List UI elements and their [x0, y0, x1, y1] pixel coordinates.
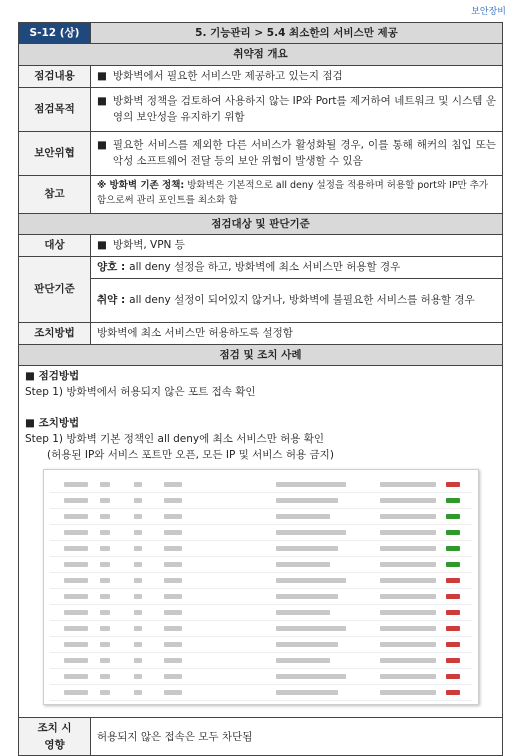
label-target: 대상	[19, 234, 91, 256]
policy-rule-cell	[64, 610, 88, 615]
policy-rule-cell	[134, 546, 142, 551]
allow-action-mark	[446, 562, 460, 567]
section-check-and-fix-examples: 점검 및 조치 사례	[19, 344, 503, 365]
deny-action-mark	[446, 482, 460, 487]
value-criteria-good	[91, 256, 503, 278]
firewall-policy-screenshot	[43, 469, 479, 705]
policy-rule-cell	[276, 482, 346, 487]
impact-label-line-2: 영향	[44, 738, 65, 751]
fix-step-1-note: (허용된 IP와 서비스 포트만 오픈, 모든 IP 및 서비스 허용 금지)	[47, 449, 334, 462]
label-security-threat: 보안위협	[19, 131, 91, 175]
policy-rule-cell	[380, 482, 436, 487]
policy-rule-cell	[380, 690, 436, 695]
policy-rule-cell	[164, 530, 182, 535]
policy-rule-cell	[64, 578, 88, 583]
label-criteria: 판단기준	[19, 256, 91, 322]
policy-rule-row	[50, 654, 472, 669]
good-text: all deny 설정을 하고, 방화벽에 최소 서비스만 허용할 경우	[129, 261, 401, 274]
value-check-purpose	[91, 87, 503, 131]
value-security-threat	[91, 131, 503, 175]
deny-action-mark	[446, 674, 460, 679]
policy-rule-cell	[134, 482, 142, 487]
policy-rule-cell	[134, 514, 142, 519]
target-text: 방화벽, VPN 등	[112, 239, 185, 252]
policy-rule-cell	[100, 578, 110, 583]
policy-rule-cell	[276, 498, 338, 503]
policy-rule-cell	[64, 482, 88, 487]
policy-rule-cell	[276, 674, 346, 679]
policy-rule-cell	[100, 610, 110, 615]
policy-rule-cell	[276, 594, 338, 599]
policy-rule-cell	[64, 674, 88, 679]
value-target	[91, 234, 503, 256]
policy-rule-cell	[380, 578, 436, 583]
policy-rule-cell	[276, 626, 346, 631]
inspection-sheet	[18, 22, 503, 756]
policy-rule-cell	[380, 610, 436, 615]
policy-rule-cell	[380, 642, 436, 647]
policy-rule-cell	[134, 610, 142, 615]
value-reference	[91, 175, 503, 213]
policy-rule-cell	[64, 690, 88, 695]
security-threat-text: 필요한 서비스를 제외한 다른 서비스가 활성화될 경우, 이를 통해 해커의 침입 또는 악성 소프트웨어 전달 등의 보안 위협이 발생할 수 있음	[112, 138, 496, 168]
policy-rule-cell	[134, 562, 142, 567]
policy-rule-cell	[380, 546, 436, 551]
deny-action-mark	[446, 610, 460, 615]
policy-rule-cell	[164, 594, 182, 599]
policy-rule-cell	[276, 690, 338, 695]
policy-rule-cell	[276, 546, 338, 551]
policy-rule-cell	[100, 530, 110, 535]
policy-rule-cell	[380, 626, 436, 631]
deny-action-mark	[446, 578, 460, 583]
policy-rule-row	[50, 590, 472, 605]
policy-rule-cell	[134, 658, 142, 663]
deny-action-mark	[446, 594, 460, 599]
bullet-icon: ■	[97, 138, 107, 151]
policy-rule-cell	[276, 530, 346, 535]
value-action: 방화벽에 최소 서비스만 허용하도록 설정함	[91, 322, 503, 344]
check-purpose-text: 방화벽 정책을 검토하여 사용하지 않는 IP와 Port를 제거하여 네트워크 및 시스템 운영의 보안성을 유지하기 위함	[112, 94, 496, 124]
check-step-1: Step 1) 방화벽에서 허용되지 않은 포트 접속 확인	[25, 386, 256, 399]
policy-rule-cell	[100, 562, 110, 567]
policy-rule-cell	[134, 594, 142, 599]
policy-rule-cell	[164, 674, 182, 679]
policy-rule-cell	[100, 642, 110, 647]
policy-rule-row	[50, 510, 472, 525]
policy-rule-cell	[164, 578, 182, 583]
check-method-heading: ■ 점검방법	[25, 370, 80, 383]
policy-rule-cell	[100, 594, 110, 599]
policy-rule-cell	[164, 514, 182, 519]
policy-rule-cell	[64, 658, 88, 663]
policy-rule-cell	[134, 498, 142, 503]
policy-rule-cell	[380, 530, 436, 535]
policy-rule-cell	[100, 658, 110, 663]
policy-rule-cell	[276, 658, 330, 663]
policy-rule-cell	[380, 674, 436, 679]
policy-rule-row	[50, 606, 472, 621]
policy-rule-cell	[164, 690, 182, 695]
label-check-purpose: 점검목적	[19, 87, 91, 131]
section-vulnerability-overview: 취약점 개요	[19, 44, 503, 65]
page-tag: 보안장비	[471, 7, 506, 17]
policy-rule-row	[50, 638, 472, 653]
policy-rule-cell	[164, 498, 182, 503]
policy-rule-cell	[64, 626, 88, 631]
good-label: 양호 :	[97, 261, 126, 274]
policy-rule-row	[50, 670, 472, 685]
policy-rule-cell	[64, 514, 88, 519]
item-title: 5. 기능관리 > 5.4 최소한의 서비스만 제공	[91, 23, 503, 44]
policy-rule-cell	[134, 642, 142, 647]
policy-rule-cell	[276, 642, 338, 647]
reference-prefix: ※ 방화벽 기존 정책:	[97, 180, 185, 192]
impact-label-line-1: 조치 시	[37, 722, 72, 735]
policy-rule-cell	[134, 626, 142, 631]
deny-action-mark	[446, 626, 460, 631]
policy-rule-row	[50, 478, 472, 493]
policy-rule-row	[50, 542, 472, 557]
policy-rule-row	[50, 574, 472, 589]
label-check-content: 점검내용	[19, 65, 91, 87]
policy-rule-row	[50, 686, 472, 701]
policy-rule-cell	[100, 498, 110, 503]
label-impact	[19, 718, 91, 756]
policy-rule-cell	[64, 546, 88, 551]
policy-rule-row	[50, 526, 472, 541]
value-impact: 허용되지 않은 접속은 모두 차단됨	[91, 718, 503, 756]
policy-rule-cell	[100, 674, 110, 679]
policy-rule-cell	[380, 594, 436, 599]
policy-rule-cell	[276, 578, 346, 583]
value-criteria-weak	[91, 278, 503, 322]
fix-method-heading: ■ 조치방법	[25, 416, 80, 429]
policy-rule-cell	[134, 674, 142, 679]
deny-action-mark	[446, 658, 460, 663]
allow-action-mark	[446, 498, 460, 503]
policy-rule-cell	[164, 626, 182, 631]
policy-rule-cell	[64, 530, 88, 535]
policy-rule-cell	[100, 514, 110, 519]
policy-rule-cell	[164, 546, 182, 551]
policy-rule-row	[50, 494, 472, 509]
policy-rule-cell	[380, 498, 436, 503]
policy-rule-cell	[134, 530, 142, 535]
policy-rule-row	[50, 558, 472, 573]
allow-action-mark	[446, 514, 460, 519]
policy-rule-cell	[134, 578, 142, 583]
deny-action-mark	[446, 642, 460, 647]
policy-rule-cell	[276, 514, 330, 519]
policy-rule-cell	[380, 658, 436, 663]
policy-rule-cell	[164, 562, 182, 567]
label-reference: 참고	[19, 175, 91, 213]
allow-action-mark	[446, 530, 460, 535]
policy-rule-cell	[164, 658, 182, 663]
policy-rule-cell	[64, 562, 88, 567]
reference-text: 방화벽은 기본적으로 all deny 설정을 적용하며 허용할 port와 IP만 추가함으로써 관리 포인트를 최소화 함	[97, 180, 489, 207]
policy-rule-cell	[380, 562, 436, 567]
policy-rule-cell	[100, 626, 110, 631]
policy-rule-cell	[164, 610, 182, 615]
policy-rule-cell	[100, 482, 110, 487]
weak-label: 취약 :	[97, 294, 126, 307]
policy-rule-cell	[164, 482, 182, 487]
bullet-icon: ■	[97, 239, 107, 252]
policy-rule-cell	[64, 594, 88, 599]
policy-rule-cell	[380, 514, 436, 519]
weak-text: all deny 설정이 되어있지 않거나, 방화벽에 불필요한 서비스를 허용할 경우	[129, 294, 475, 307]
policy-rule-row	[50, 622, 472, 637]
bullet-icon: ■	[97, 94, 107, 107]
section-target-criteria: 점검대상 및 판단기준	[19, 213, 503, 234]
policy-rule-cell	[100, 546, 110, 551]
policy-rule-cell	[100, 690, 110, 695]
label-action: 조치방법	[19, 322, 91, 344]
examples-body	[19, 366, 503, 718]
policy-rule-cell	[64, 642, 88, 647]
policy-rule-cell	[276, 610, 330, 615]
fix-step-1: Step 1) 방화벽 기본 정책인 all deny에 최소 서비스만 허용 확인	[25, 432, 325, 445]
deny-action-mark	[446, 690, 460, 695]
bullet-icon: ■	[97, 69, 107, 82]
policy-rule-cell	[134, 690, 142, 695]
check-content-text: 방화벽에서 필요한 서비스만 제공하고 있는지 점검	[112, 69, 343, 82]
item-id: S-12 (상)	[19, 23, 91, 44]
policy-rule-cell	[64, 498, 88, 503]
policy-rule-cell	[276, 562, 330, 567]
value-check-content	[91, 65, 503, 87]
allow-action-mark	[446, 546, 460, 551]
policy-rule-cell	[164, 642, 182, 647]
